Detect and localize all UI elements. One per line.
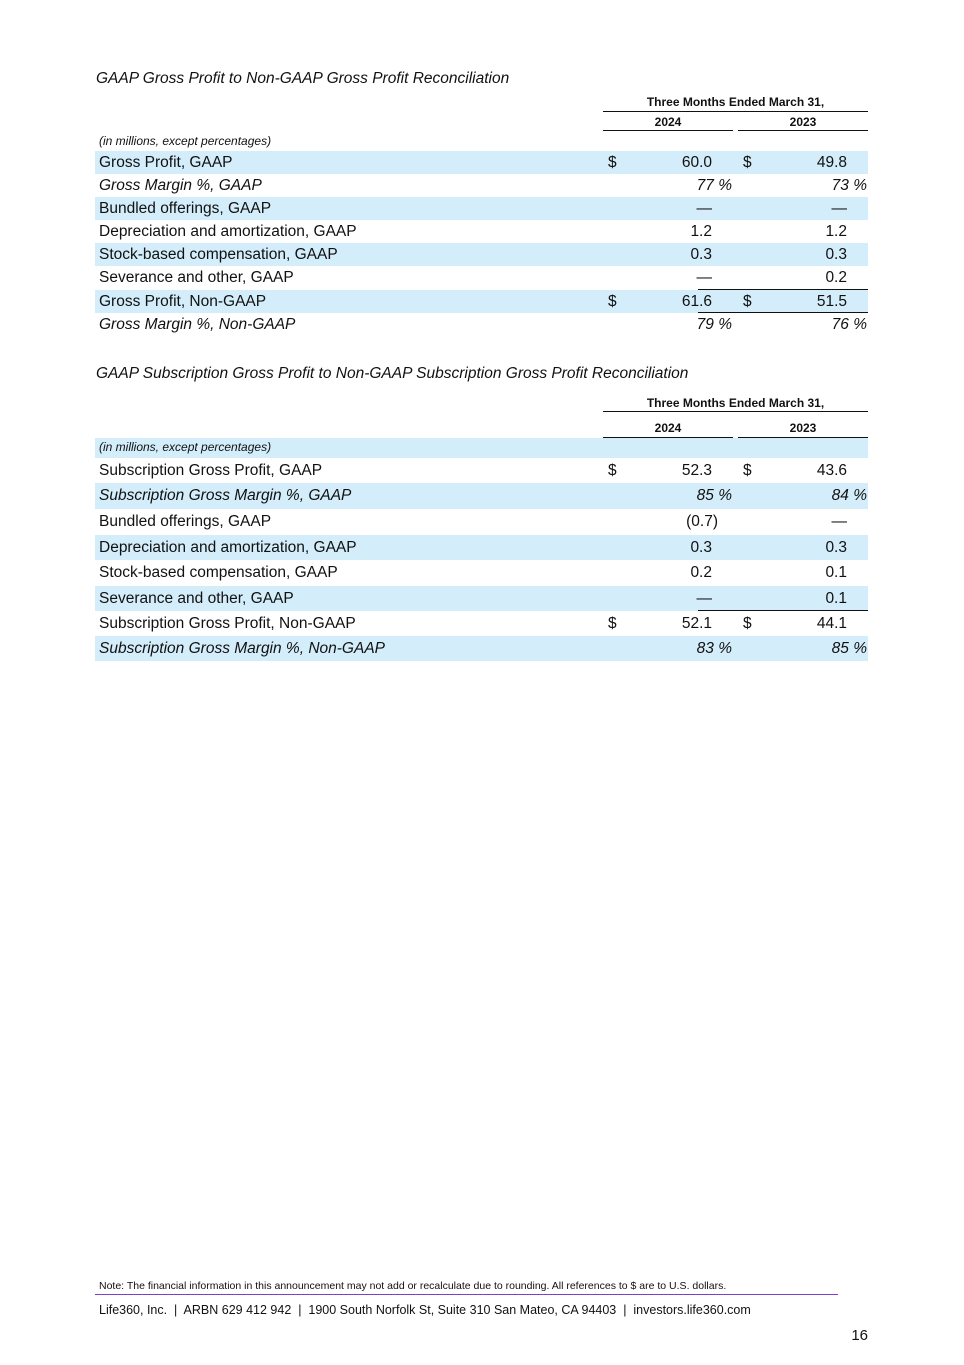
row-label: Gross Profit, Non-GAAP	[99, 293, 267, 310]
row-label: Severance and other, GAAP	[99, 269, 294, 286]
row-label: Gross Margin %, Non-GAAP	[99, 316, 296, 333]
units-note: (in millions, except percentages)	[99, 440, 272, 454]
year-rule	[603, 130, 733, 131]
table-row	[95, 483, 868, 509]
units-row	[95, 438, 868, 458]
row-label: Stock-based compensation, GAAP	[99, 246, 338, 263]
value-2023: 73 %	[831, 177, 867, 194]
value-2024: 0.3	[690, 246, 712, 263]
table-row	[95, 458, 868, 483]
table-row	[95, 243, 868, 266]
year-2023-header: 2023	[789, 421, 817, 435]
value-2023: 85 %	[831, 640, 867, 657]
table-row	[95, 313, 868, 336]
value-2024: 0.3	[690, 539, 712, 556]
value-2023: 1.2	[825, 223, 847, 240]
period-header: Three Months Ended March 31,	[646, 396, 825, 410]
value-2024: 79 %	[696, 316, 732, 333]
value-2024: 60.0	[681, 154, 712, 171]
value-2023: 76 %	[831, 316, 867, 333]
table-row	[95, 535, 868, 560]
year-rule	[738, 130, 868, 131]
row-label: Bundled offerings, GAAP	[99, 513, 272, 530]
value-2024: 1.2	[690, 223, 712, 240]
year-2024-header: 2024	[654, 421, 682, 435]
row-label: Stock-based compensation, GAAP	[99, 564, 338, 581]
value-2024: 52.1	[681, 615, 712, 632]
currency-symbol: $	[743, 615, 752, 632]
value-2024: —	[696, 269, 712, 286]
value-2023: 84 %	[831, 487, 867, 504]
currency-symbol: $	[743, 462, 752, 479]
row-label: Subscription Gross Profit, Non-GAAP	[99, 615, 356, 632]
row-label: Gross Margin %, GAAP	[99, 177, 262, 194]
value-2024: —	[696, 590, 712, 607]
table-row	[95, 636, 868, 661]
row-label: Subscription Gross Margin %, Non-GAAP	[99, 640, 385, 657]
value-2023: 43.6	[816, 462, 847, 479]
header-rule	[603, 111, 868, 112]
value-2023: 51.5	[816, 293, 847, 310]
row-label: Bundled offerings, GAAP	[99, 200, 272, 217]
table-row	[95, 560, 868, 586]
value-2023: 44.1	[816, 615, 847, 632]
value-2024: 52.3	[681, 462, 712, 479]
currency-symbol: $	[743, 293, 752, 310]
table2-title: GAAP Subscription Gross Profit to Non-GAAP Subscription Gross Profit Reconciliation	[96, 365, 689, 382]
table1-title: GAAP Gross Profit to Non-GAAP Gross Profit Reconciliation	[96, 70, 510, 87]
row-label: Severance and other, GAAP	[99, 590, 294, 607]
company-footer: Life360, Inc. | ARBN 629 412 942 | 1900 South Norfolk St, Suite 310 San Mateo, CA 94403 | investors.life360.com	[99, 1303, 751, 1317]
currency-symbol: $	[608, 293, 617, 310]
value-2023: 49.8	[816, 154, 847, 171]
row-label: Gross Profit, GAAP	[99, 154, 233, 171]
row-label: Subscription Gross Profit, GAAP	[99, 462, 323, 479]
table-row	[95, 151, 868, 174]
table-row	[95, 197, 868, 220]
year-2024-header: 2024	[654, 115, 682, 129]
currency-symbol: $	[608, 154, 617, 171]
currency-symbol: $	[743, 154, 752, 171]
rounding-footnote: Note: The financial information in this announcement may not add or recalculate due to rounding. All references to $ are to U.S. dollars.	[99, 1280, 727, 1292]
value-2024: 83 %	[696, 640, 732, 657]
value-2023: 0.3	[825, 539, 847, 556]
units-note: (in millions, except percentages)	[99, 134, 272, 148]
header-rule	[603, 411, 868, 412]
table-row	[95, 611, 868, 636]
value-2023: —	[831, 513, 847, 530]
value-2024: 0.2	[690, 564, 712, 581]
value-2023: 0.2	[825, 269, 847, 286]
table-row	[95, 220, 868, 243]
value-2024: (0.7)	[686, 513, 718, 530]
page-number: 16	[851, 1327, 868, 1344]
table-row	[95, 509, 868, 535]
footer-divider	[95, 1294, 838, 1295]
currency-symbol: $	[608, 462, 617, 479]
row-label: Subscription Gross Margin %, GAAP	[99, 487, 352, 504]
currency-symbol: $	[608, 615, 617, 632]
row-label: Depreciation and amortization, GAAP	[99, 223, 357, 240]
value-2024: —	[696, 200, 712, 217]
value-2023: —	[831, 200, 847, 217]
year-2023-header: 2023	[789, 115, 817, 129]
period-header: Three Months Ended March 31,	[646, 95, 825, 109]
value-2024: 61.6	[681, 293, 712, 310]
value-2023: 0.3	[825, 246, 847, 263]
value-2023: 0.1	[825, 590, 847, 607]
value-2024: 77 %	[696, 177, 732, 194]
row-label: Depreciation and amortization, GAAP	[99, 539, 357, 556]
table-row	[95, 266, 868, 289]
table-row	[95, 174, 868, 197]
value-2023: 0.1	[825, 564, 847, 581]
table-row	[95, 586, 868, 611]
value-2024: 85 %	[696, 487, 732, 504]
table-row	[95, 290, 868, 313]
